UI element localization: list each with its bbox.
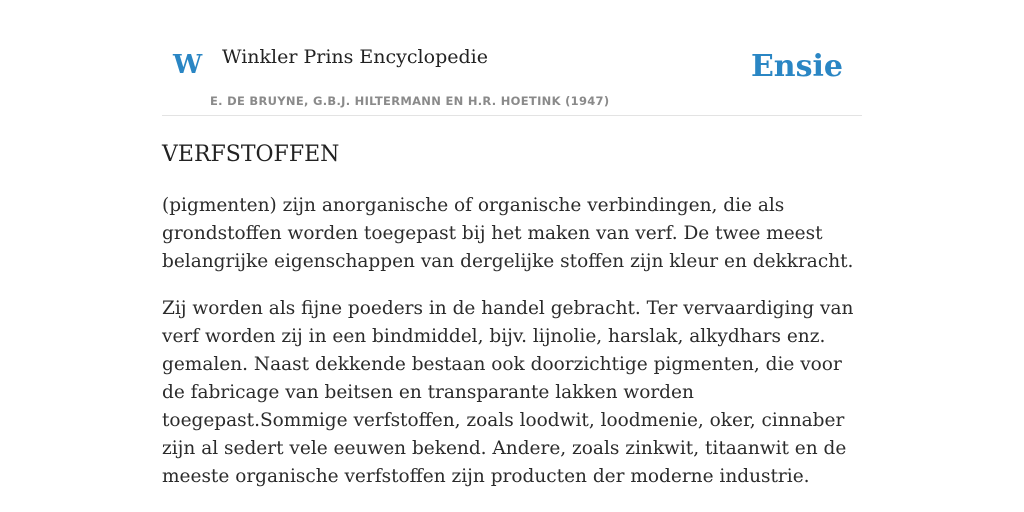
site-title[interactable]: Winkler Prins Encyclopedie [222,46,488,68]
winkler-prins-logo[interactable]: W [173,50,203,80]
paragraph: Zij worden als fijne poeders in de handel gebracht. Ter vervaardiging van verf worden zij in een bindmiddel, bijv. lijnolie, harslak, alkydhars enz. gemalen. Naast dekkende bestaan ook doorzichtige pigmenten, die voor de fabricage van beitsen en transparante lakken worden toegepast.Sommige verfstoffen, zoals loodwit, loodmenie, oker, cinnaber zijn al sedert vele eeuwen bekend. Andere, zoals zinkwit, titaanwit en de meeste organische verfstoffen zijn producten der moderne industrie. [162,298,854,487]
paragraph: (pigmenten) zijn anorganische of organische verbindingen, die als grondstoffen worden toegepast bij het maken van verf. De twee meest belangrijke eigenschappen van dergelijke stoffen zijn kleur en dekkracht. [162,195,854,272]
authors-line: E. DE BRUYNE, G.B.J. HILTERMANN EN H.R. HOETINK (1947) [210,94,610,108]
entry-body [162,192,862,510]
entry-title: VERFSTOFFEN [162,142,340,167]
content-container [162,0,862,487]
ensie-logo[interactable]: Ensie [750,49,843,84]
header [162,0,862,116]
